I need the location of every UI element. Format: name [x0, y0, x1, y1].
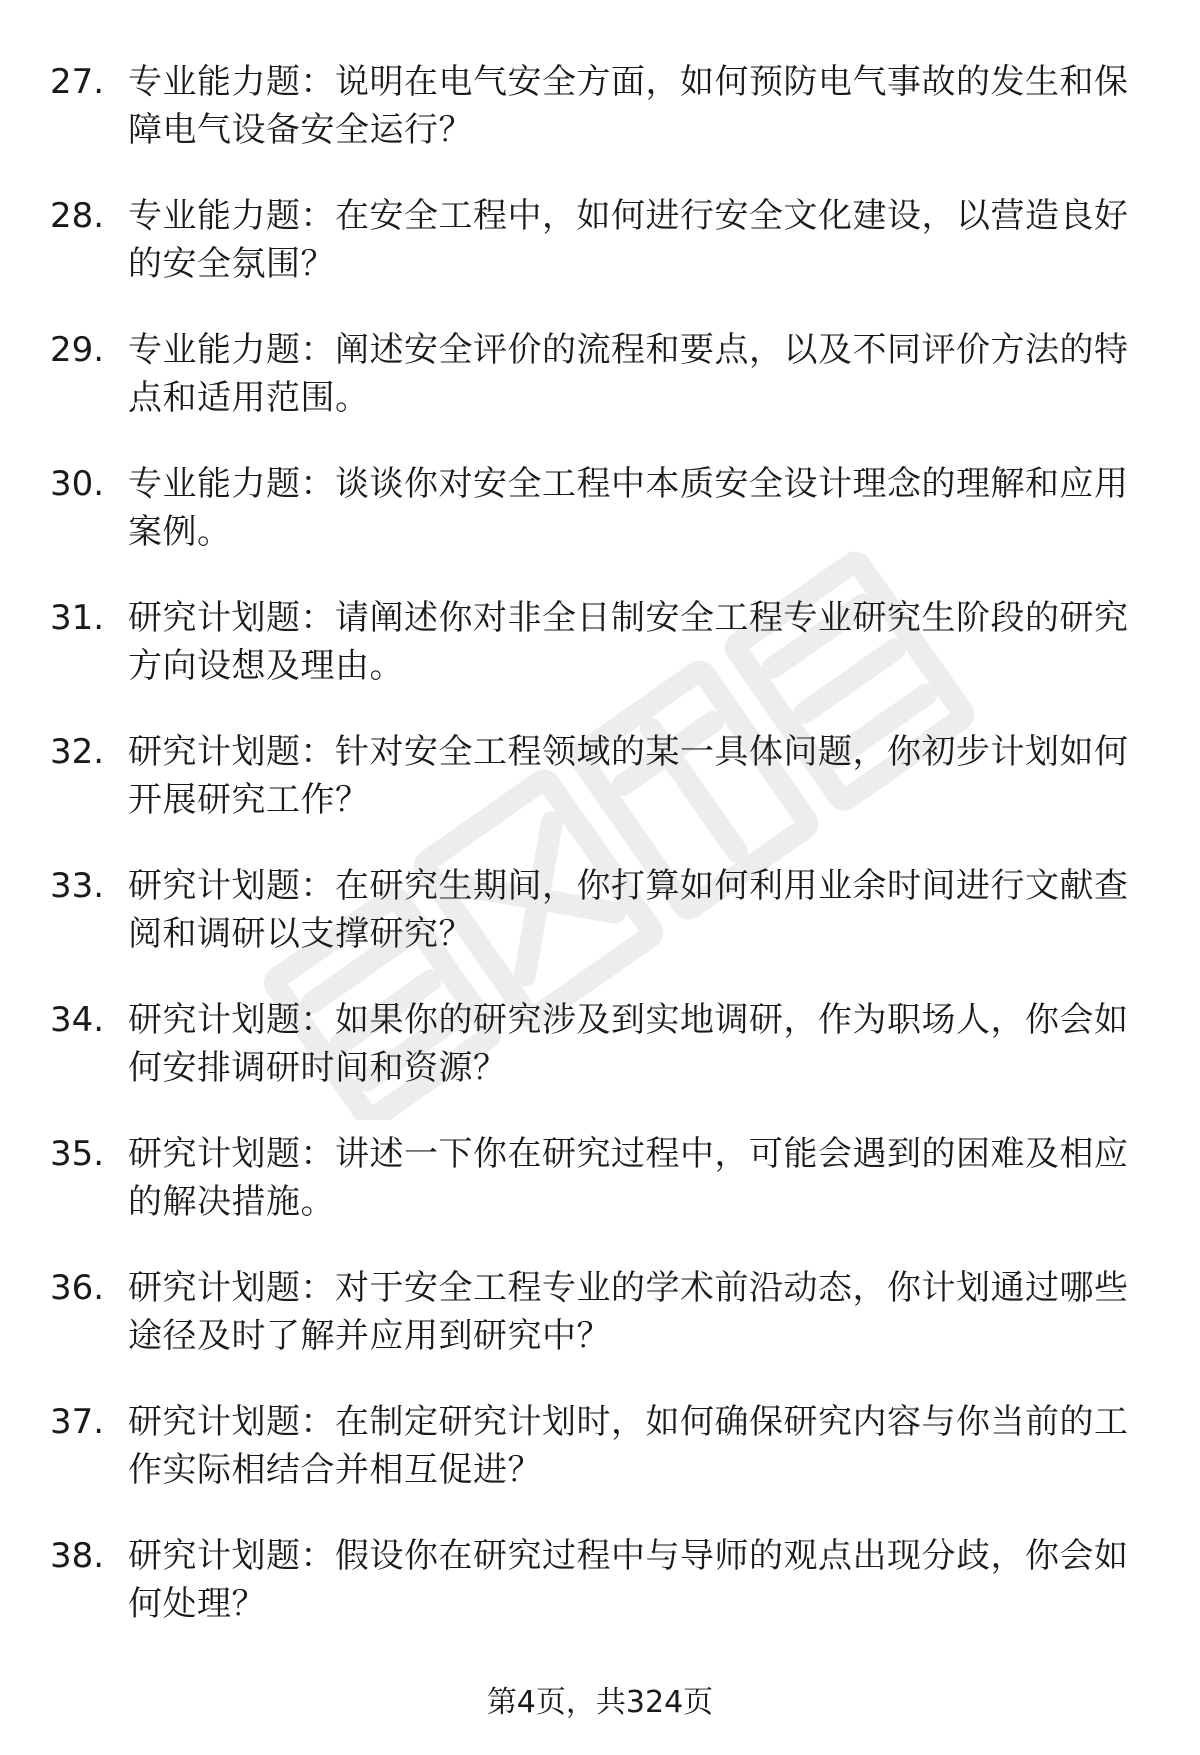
- list-item: [50, 862, 1140, 958]
- list-item: [50, 1264, 1140, 1360]
- list-item: [50, 728, 1140, 824]
- question-text: 专业能力题：阐述安全评价的流程和要点，以及不同评价方法的特点和适用范围。: [128, 330, 1129, 418]
- question-number: 28.: [50, 196, 105, 236]
- question-text: 研究计划题：假设你在研究过程中与导师的观点出现分歧，你会如何处理？: [128, 1536, 1129, 1624]
- question-text: 研究计划题：讲述一下你在研究过程中，可能会遇到的困难及相应的解决措施。: [128, 1134, 1129, 1222]
- page-number-footer: 第4页，共324页: [486, 1685, 714, 1720]
- list-item: [50, 326, 1140, 422]
- list-item: [50, 58, 1140, 154]
- question-text: 专业能力题：说明在电气安全方面，如何预防电气事故的发生和保障电气设备安全运行？: [128, 62, 1129, 150]
- question-text: 研究计划题：针对安全工程领域的某一具体问题，你初步计划如何开展研究工作？: [128, 732, 1129, 820]
- question-number: 38.: [50, 1536, 105, 1576]
- list-item: [50, 192, 1140, 288]
- question-text: 专业能力题：谈谈你对安全工程中本质安全设计理念的理解和应用案例。: [128, 464, 1129, 552]
- question-number: 35.: [50, 1134, 105, 1174]
- question-text: 研究计划题：请阐述你对非全日制安全工程专业研究生阶段的研究方向设想及理由。: [128, 598, 1129, 686]
- question-number: 30.: [50, 464, 105, 504]
- question-text: 专业能力题：在安全工程中，如何进行安全文化建设，以营造良好的安全氛围？: [128, 196, 1129, 284]
- question-text: 研究计划题：在研究生期间，你打算如何利用业余时间进行文献查阅和调研以支撑研究？: [128, 866, 1129, 954]
- list-item: [50, 996, 1140, 1092]
- list-item: [50, 1532, 1140, 1628]
- list-item: [50, 1398, 1140, 1494]
- list-item: [50, 460, 1140, 556]
- question-text: 研究计划题：在制定研究计划时，如何确保研究内容与你当前的工作实际相结合并相互促进？: [128, 1402, 1129, 1490]
- question-number: 36.: [50, 1268, 105, 1308]
- question-number: 33.: [50, 866, 105, 906]
- question-number: 31.: [50, 598, 105, 638]
- question-number: 27.: [50, 62, 105, 102]
- question-list: [50, 58, 1140, 1666]
- question-number: 34.: [50, 1000, 105, 1040]
- list-item: [50, 1130, 1140, 1226]
- question-text: 研究计划题：对于安全工程专业的学术前沿动态，你计划通过哪些途径及时了解并应用到研究中？: [128, 1268, 1129, 1356]
- question-number: 32.: [50, 732, 105, 772]
- question-number: 37.: [50, 1402, 105, 1442]
- question-text: 研究计划题：如果你的研究涉及到实地调研，作为职场人，你会如何安排调研时间和资源？: [128, 1000, 1129, 1088]
- list-item: [50, 594, 1140, 690]
- question-number: 29.: [50, 330, 105, 370]
